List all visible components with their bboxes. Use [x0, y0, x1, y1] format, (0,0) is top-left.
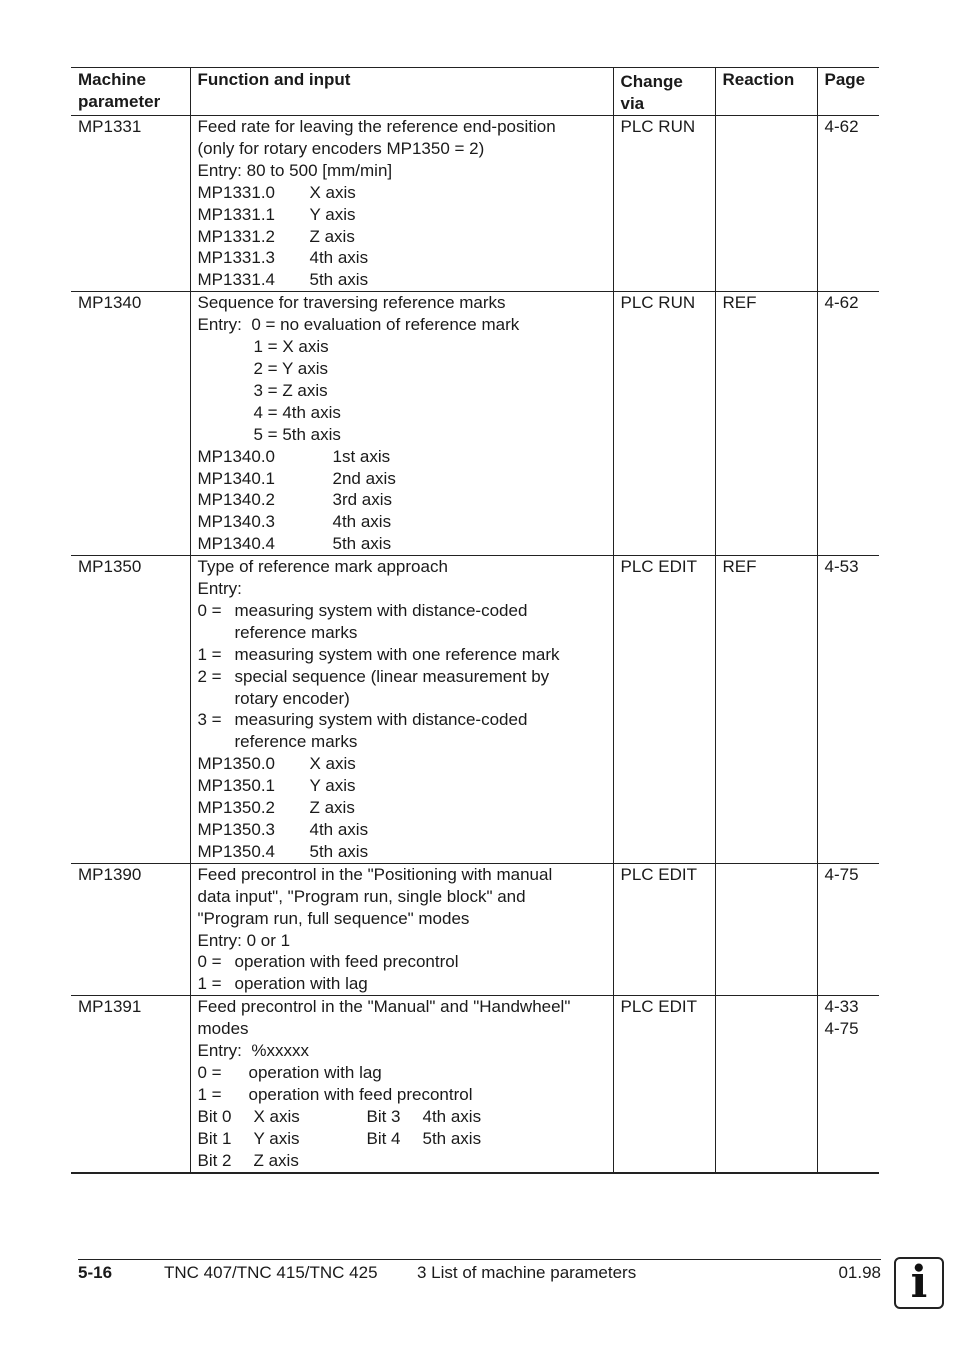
function-line: modes: [197, 1019, 249, 1039]
header-page: Page: [817, 68, 879, 116]
function-line: [198, 775, 607, 797]
reaction-cell: [715, 863, 817, 995]
header-change-via: Change via: [613, 68, 715, 116]
entry-description: operation with feed precontrol: [248, 1084, 473, 1104]
function-cell: [190, 116, 613, 292]
entry-value: 3 =: [197, 710, 222, 730]
page-cell: 4-62: [817, 116, 879, 292]
function-line: [198, 204, 607, 226]
sub-parameter-label: 5th axis: [332, 534, 392, 554]
table-row: [71, 556, 879, 864]
function-line: [198, 951, 607, 973]
sub-parameter-label: 2nd axis: [332, 468, 396, 488]
entry-value: 2 =: [197, 666, 222, 686]
sub-parameter-label: Y axis: [309, 776, 356, 796]
change-via-cell: PLC RUN: [613, 292, 715, 556]
entry-value: 4 = 4th axis: [253, 402, 341, 422]
bit-axis: Z axis: [253, 1150, 299, 1170]
sub-parameter-code: MP1350.3: [197, 820, 275, 839]
page-cell: 4-33 4-75: [817, 996, 879, 1173]
function-line: Type of reference mark approach: [197, 557, 448, 577]
table-row: [71, 996, 879, 1173]
footer-page-number: 5-16: [78, 1263, 113, 1282]
function-line: [198, 358, 607, 380]
function-line: Feed rate for leaving the reference end-position: [197, 117, 556, 136]
change-via-cell: PLC RUN: [613, 116, 715, 292]
function-line: Entry: 0 or 1: [197, 930, 291, 950]
machine-parameter-table: [71, 67, 879, 1174]
function-line: Entry: %xxxxx: [197, 1041, 309, 1061]
function-line: [198, 336, 607, 358]
bit-axis: 5th axis: [422, 1128, 482, 1148]
sub-parameter-code: MP1331.2: [197, 226, 275, 246]
sub-parameter-label: X axis: [309, 754, 356, 774]
function-line: [198, 380, 607, 402]
bit-axis: X axis: [253, 1106, 300, 1126]
info-glyph: i: [910, 1257, 928, 1308]
function-line: [198, 269, 607, 291]
function-line: [198, 666, 607, 688]
function-line: [198, 1150, 607, 1172]
function-line: Feed precontrol in the "Positioning with manual: [197, 864, 553, 884]
function-line: [198, 247, 607, 269]
entry-description: measuring system with distance-coded: [234, 710, 528, 730]
entry-value: 0 =: [197, 952, 222, 972]
function-line: [198, 1084, 607, 1106]
table-row: [71, 292, 879, 556]
sub-parameter-code: MP1340.4: [197, 534, 275, 554]
sub-parameter-label: 5th axis: [309, 841, 369, 861]
footer-date: 01.98: [838, 1263, 881, 1282]
function-line: [198, 182, 607, 204]
reaction-cell: [715, 116, 817, 292]
page-cell: 4-53: [817, 556, 879, 864]
function-line: "Program run, full sequence" modes: [197, 908, 470, 928]
parameter-cell: MP1350: [78, 557, 142, 577]
page-footer: [78, 1259, 881, 1288]
reaction-cell: REF: [715, 292, 817, 556]
bit-label: Bit 2: [197, 1150, 232, 1170]
entry-value: 1 =: [197, 974, 222, 994]
function-cell: [190, 292, 613, 556]
page-cell: 4-75: [817, 863, 879, 995]
entry-value: 5 = 5th axis: [253, 424, 341, 444]
function-line: (only for rotary encoders MP1350 = 2): [197, 138, 485, 158]
function-line: [198, 511, 607, 533]
entry-description: operation with lag: [248, 1062, 382, 1082]
header-machine-parameter: Machine parameter: [78, 70, 161, 111]
entry-description: measuring system with distance-coded: [234, 600, 528, 620]
bit-label: Bit 3: [366, 1106, 401, 1126]
function-line: [198, 753, 607, 775]
function-line: [198, 226, 607, 248]
parameter-cell: MP1331: [78, 117, 142, 136]
sub-parameter-label: X axis: [309, 182, 356, 202]
function-line: [198, 1128, 607, 1150]
sub-parameter-code: MP1331.0: [197, 182, 275, 202]
function-line: [198, 841, 607, 863]
sub-parameter-code: MP1340.1: [197, 468, 275, 488]
sub-parameter-label: Y axis: [309, 204, 356, 224]
function-line: Entry: 80 to 500 [mm/min]: [197, 160, 393, 180]
sub-parameter-label: 3rd axis: [332, 490, 393, 510]
entry-description: reference marks: [234, 622, 358, 642]
change-via-cell: PLC EDIT: [613, 996, 715, 1173]
entry-value: 1 = X axis: [253, 337, 329, 357]
entry-value: 1 =: [197, 1084, 222, 1104]
sub-parameter-code: MP1350.4: [197, 841, 275, 861]
function-line: [198, 731, 607, 753]
header-function-input: Function and input: [190, 68, 613, 116]
function-line: [198, 688, 607, 710]
sub-parameter-code: MP1340.3: [197, 512, 275, 532]
function-line: data input", "Program run, single block" and: [197, 886, 526, 906]
entry-value: 2 = Y axis: [253, 358, 329, 378]
entry-description: operation with feed precontrol: [234, 952, 459, 972]
parameter-cell: MP1390: [78, 864, 142, 884]
function-line: [198, 709, 607, 731]
entry-description: operation with lag: [234, 974, 368, 994]
entry-description: special sequence (linear measurement by: [234, 666, 550, 686]
function-line: [198, 797, 607, 819]
bit-label: Bit 1: [197, 1128, 232, 1148]
sub-parameter-code: MP1350.0: [197, 754, 275, 774]
sub-parameter-label: 5th axis: [309, 270, 369, 290]
bit-axis: 4th axis: [422, 1106, 482, 1126]
function-line: [198, 424, 607, 446]
change-via-cell: PLC EDIT: [613, 556, 715, 864]
sub-parameter-code: MP1331.3: [197, 248, 275, 268]
function-line: [198, 446, 607, 468]
sub-parameter-code: MP1350.1: [197, 776, 275, 796]
sub-parameter-label: 4th axis: [309, 820, 369, 839]
bit-axis: Y axis: [253, 1128, 300, 1148]
footer-chapter: 3 List of machine parameters: [417, 1263, 637, 1282]
function-line: [198, 468, 607, 490]
function-line: [198, 600, 607, 622]
entry-value: 3 = Z axis: [253, 380, 328, 400]
function-line: Feed precontrol in the "Manual" and "Handwheel": [197, 997, 571, 1017]
entry-value: 0 =: [197, 600, 222, 620]
function-line: [198, 402, 607, 424]
function-cell: [190, 863, 613, 995]
sub-parameter-code: MP1331.1: [197, 204, 275, 224]
sub-parameter-label: Z axis: [309, 798, 355, 818]
footer-model: TNC 407/TNC 415/TNC 425: [164, 1263, 378, 1282]
table-row: [71, 863, 879, 995]
function-line: Sequence for traversing reference marks: [197, 293, 506, 313]
function-line: Entry:: [197, 579, 242, 599]
function-cell: [190, 556, 613, 864]
function-line: [198, 644, 607, 666]
table-header-row: [71, 68, 879, 116]
function-line: [198, 533, 607, 555]
entry-value: 0 =: [197, 1062, 222, 1082]
function-line: [198, 622, 607, 644]
sub-parameter-label: 4th axis: [332, 512, 392, 532]
entry-description: measuring system with one reference mark: [234, 644, 560, 664]
change-via-cell: PLC EDIT: [613, 863, 715, 995]
entry-description: rotary encoder): [234, 688, 350, 708]
sub-parameter-code: MP1350.2: [197, 798, 275, 818]
function-line: [198, 1062, 607, 1084]
function-line: Entry: 0 = no evaluation of reference mark: [197, 315, 520, 335]
sub-parameter-code: MP1331.4: [197, 270, 275, 290]
table-row: [71, 116, 879, 292]
sub-parameter-code: MP1340.0: [197, 446, 275, 466]
info-icon: [894, 1257, 944, 1309]
reaction-cell: REF: [715, 556, 817, 864]
page-cell: 4-62: [817, 292, 879, 556]
entry-value: 1 =: [197, 644, 222, 664]
sub-parameter-code: MP1340.2: [197, 490, 275, 510]
sub-parameter-label: 4th axis: [309, 248, 369, 268]
parameter-cell: MP1391: [78, 997, 142, 1017]
function-line: [198, 973, 607, 995]
sub-parameter-label: Z axis: [309, 226, 355, 246]
function-line: [198, 1106, 607, 1128]
function-cell: [190, 996, 613, 1173]
reaction-cell: [715, 996, 817, 1173]
sub-parameter-label: 1st axis: [332, 446, 391, 466]
function-line: [198, 489, 607, 511]
parameter-cell: MP1340: [78, 293, 142, 313]
bit-label: Bit 0: [197, 1106, 232, 1126]
header-reaction: Reaction: [715, 68, 817, 116]
function-line: [198, 819, 607, 841]
entry-description: reference marks: [234, 732, 358, 752]
bit-label: Bit 4: [366, 1128, 401, 1148]
